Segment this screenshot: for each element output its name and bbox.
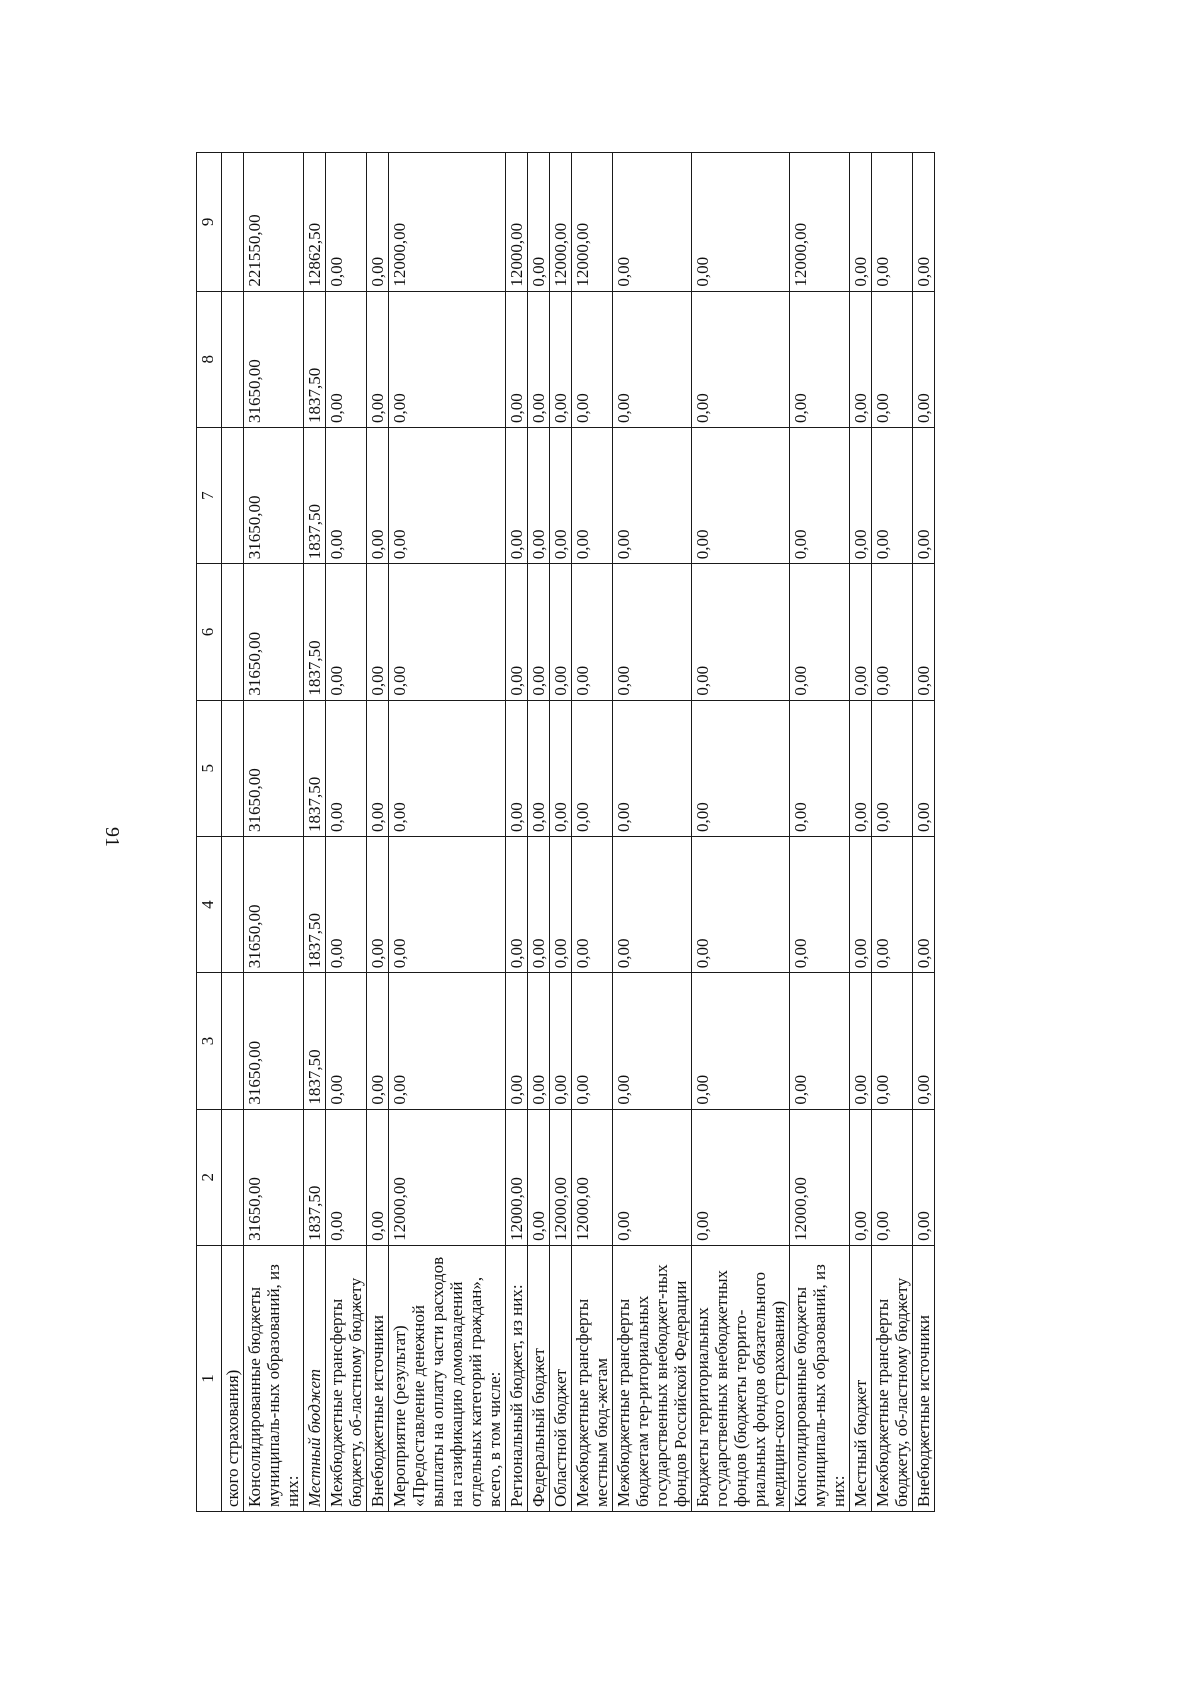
- table-row: [913, 153, 935, 1512]
- cell-value: 0,00: [326, 1109, 367, 1245]
- cell-value: 0,00: [913, 1109, 935, 1245]
- cell-value: 0,00: [572, 564, 613, 700]
- cell-value: 0,00: [572, 973, 613, 1109]
- cell-value: 0,00: [872, 427, 913, 563]
- cell-value: 0,00: [367, 427, 389, 563]
- cell-value: 1837,50: [304, 291, 326, 427]
- cell-value: 0,00: [550, 427, 572, 563]
- cell-value: 0,00: [506, 700, 528, 836]
- table-row: [506, 153, 528, 1512]
- cell-value: 0,00: [528, 1109, 550, 1245]
- cell-value: 0,00: [790, 700, 850, 836]
- table-row: [692, 153, 790, 1512]
- row-label: Мероприятие (результат) «Предоставление денежной выплаты на оплату части расходов на газификацию домовладений отдельных категорий граждан», всего, в том числе:: [389, 1245, 506, 1511]
- column-header: 8: [197, 291, 222, 427]
- cell-value: 0,00: [913, 700, 935, 836]
- page-number: 91: [101, 827, 123, 847]
- cell-value: 0,00: [550, 836, 572, 972]
- cell-value: 0,00: [692, 291, 790, 427]
- cell-value: 0,00: [850, 153, 872, 292]
- cell-value: 0,00: [506, 427, 528, 563]
- row-label: Федеральный бюджет: [528, 1245, 550, 1511]
- cell-value: [222, 973, 244, 1109]
- header-row: [197, 153, 222, 1512]
- table-row: [572, 153, 613, 1512]
- cell-value: 31650,00: [244, 973, 304, 1109]
- cell-value: 0,00: [613, 291, 692, 427]
- cell-value: 0,00: [326, 700, 367, 836]
- cell-value: 0,00: [506, 564, 528, 700]
- cell-value: 0,00: [528, 153, 550, 292]
- cell-value: 0,00: [528, 564, 550, 700]
- cell-value: [222, 700, 244, 836]
- column-header: 3: [197, 973, 222, 1109]
- table-row: [872, 153, 913, 1512]
- table-row: [222, 153, 244, 1512]
- cell-value: 0,00: [790, 836, 850, 972]
- cell-value: 0,00: [790, 564, 850, 700]
- cell-value: 0,00: [613, 700, 692, 836]
- rotated-table-container: [196, 152, 931, 1512]
- cell-value: 0,00: [326, 291, 367, 427]
- cell-value: 12862,50: [304, 153, 326, 292]
- cell-value: 0,00: [872, 291, 913, 427]
- cell-value: 0,00: [613, 973, 692, 1109]
- cell-value: 1837,50: [304, 564, 326, 700]
- column-header: 6: [197, 564, 222, 700]
- cell-value: 0,00: [326, 153, 367, 292]
- cell-value: 0,00: [367, 836, 389, 972]
- table-row: [244, 153, 304, 1512]
- cell-value: 0,00: [613, 836, 692, 972]
- cell-value: 0,00: [572, 427, 613, 563]
- cell-value: 12000,00: [550, 1109, 572, 1245]
- cell-value: 0,00: [389, 427, 506, 563]
- cell-value: 0,00: [850, 1109, 872, 1245]
- cell-value: 31650,00: [244, 427, 304, 563]
- cell-value: 0,00: [913, 564, 935, 700]
- cell-value: 0,00: [913, 291, 935, 427]
- cell-value: 0,00: [872, 1109, 913, 1245]
- table-row: [790, 153, 850, 1512]
- cell-value: 0,00: [790, 427, 850, 563]
- cell-value: 0,00: [913, 973, 935, 1109]
- cell-value: 0,00: [850, 564, 872, 700]
- cell-value: 221550,00: [244, 153, 304, 292]
- cell-value: 0,00: [790, 973, 850, 1109]
- column-header: 9: [197, 153, 222, 292]
- cell-value: 0,00: [850, 700, 872, 836]
- cell-value: 31650,00: [244, 564, 304, 700]
- cell-value: 0,00: [572, 291, 613, 427]
- row-label: Местный бюджет: [850, 1245, 872, 1511]
- cell-value: 0,00: [872, 564, 913, 700]
- cell-value: 0,00: [367, 564, 389, 700]
- cell-value: 0,00: [506, 836, 528, 972]
- table-row: [550, 153, 572, 1512]
- cell-value: [222, 836, 244, 972]
- column-header: 2: [197, 1109, 222, 1245]
- cell-value: 0,00: [550, 564, 572, 700]
- column-header: 1: [197, 1245, 222, 1511]
- cell-value: 0,00: [850, 836, 872, 972]
- row-label: Областной бюджет: [550, 1245, 572, 1511]
- cell-value: [222, 153, 244, 292]
- cell-value: 12000,00: [389, 153, 506, 292]
- cell-value: 0,00: [506, 291, 528, 427]
- budget-table: [196, 152, 935, 1512]
- table-row: [613, 153, 692, 1512]
- cell-value: 0,00: [613, 1109, 692, 1245]
- cell-value: 0,00: [367, 973, 389, 1109]
- table-body: [222, 153, 935, 1512]
- cell-value: 0,00: [528, 700, 550, 836]
- row-label: Местный бюджет: [304, 1245, 326, 1511]
- cell-value: 12000,00: [572, 153, 613, 292]
- cell-value: 31650,00: [244, 1109, 304, 1245]
- cell-value: 0,00: [850, 427, 872, 563]
- cell-value: [222, 564, 244, 700]
- cell-value: 0,00: [550, 973, 572, 1109]
- cell-value: 0,00: [389, 973, 506, 1109]
- table-row: [304, 153, 326, 1512]
- cell-value: 0,00: [790, 291, 850, 427]
- cell-value: 0,00: [326, 973, 367, 1109]
- row-label: Межбюджетные трансферты бюджету, об-ластному бюджету: [872, 1245, 913, 1511]
- row-label: Консолидированные бюджеты муниципаль-ных образований, из них:: [244, 1245, 304, 1511]
- cell-value: 0,00: [367, 700, 389, 836]
- cell-value: 0,00: [913, 153, 935, 292]
- cell-value: 0,00: [550, 700, 572, 836]
- cell-value: 31650,00: [244, 291, 304, 427]
- cell-value: 0,00: [692, 564, 790, 700]
- cell-value: 0,00: [913, 836, 935, 972]
- cell-value: 12000,00: [790, 153, 850, 292]
- cell-value: 12000,00: [389, 1109, 506, 1245]
- column-header: 4: [197, 836, 222, 972]
- cell-value: 0,00: [528, 836, 550, 972]
- cell-value: 0,00: [613, 427, 692, 563]
- row-label: Межбюджетные трансферты бюджету, об-ластному бюджету: [326, 1245, 367, 1511]
- cell-value: 0,00: [528, 973, 550, 1109]
- cell-value: 0,00: [389, 291, 506, 427]
- cell-value: 0,00: [506, 973, 528, 1109]
- column-header: 5: [197, 700, 222, 836]
- cell-value: 0,00: [850, 291, 872, 427]
- cell-value: 0,00: [872, 700, 913, 836]
- cell-value: [222, 291, 244, 427]
- cell-value: [222, 1109, 244, 1245]
- cell-value: 0,00: [692, 836, 790, 972]
- cell-value: 31650,00: [244, 836, 304, 972]
- row-label: Внебюджетные источники: [367, 1245, 389, 1511]
- table-row: [367, 153, 389, 1512]
- cell-value: 1837,50: [304, 836, 326, 972]
- cell-value: 0,00: [389, 836, 506, 972]
- cell-value: 0,00: [692, 700, 790, 836]
- cell-value: 0,00: [528, 291, 550, 427]
- cell-value: 12000,00: [572, 1109, 613, 1245]
- cell-value: 0,00: [872, 836, 913, 972]
- cell-value: 0,00: [326, 427, 367, 563]
- cell-value: 0,00: [367, 291, 389, 427]
- cell-value: 0,00: [872, 973, 913, 1109]
- cell-value: 0,00: [913, 427, 935, 563]
- cell-value: 0,00: [692, 973, 790, 1109]
- cell-value: 0,00: [367, 153, 389, 292]
- cell-value: 0,00: [367, 1109, 389, 1245]
- cell-value: 0,00: [872, 153, 913, 292]
- cell-value: 0,00: [326, 564, 367, 700]
- row-label: ского страхования): [222, 1245, 244, 1511]
- cell-value: 0,00: [389, 700, 506, 836]
- cell-value: 0,00: [326, 836, 367, 972]
- cell-value: 0,00: [550, 291, 572, 427]
- table-row: [389, 153, 506, 1512]
- cell-value: [222, 427, 244, 563]
- cell-value: 0,00: [572, 836, 613, 972]
- row-label: Бюджеты территориальных государственных внебюджетных фондов (бюджеты террито-риальных фондов обязательного медицин-ского страхования): [692, 1245, 790, 1511]
- cell-value: 0,00: [692, 1109, 790, 1245]
- column-header: 7: [197, 427, 222, 563]
- cell-value: 12000,00: [506, 153, 528, 292]
- cell-value: 0,00: [572, 700, 613, 836]
- cell-value: 12000,00: [550, 153, 572, 292]
- row-label: Региональный бюджет, из них:: [506, 1245, 528, 1511]
- cell-value: 0,00: [389, 564, 506, 700]
- cell-value: 0,00: [528, 427, 550, 563]
- row-label: Внебюджетные источники: [913, 1245, 935, 1511]
- cell-value: 12000,00: [790, 1109, 850, 1245]
- cell-value: 1837,50: [304, 973, 326, 1109]
- cell-value: 0,00: [850, 973, 872, 1109]
- cell-value: 0,00: [692, 427, 790, 563]
- cell-value: 1837,50: [304, 427, 326, 563]
- row-label: Консолидированные бюджеты муниципаль-ных образований, из них:: [790, 1245, 850, 1511]
- cell-value: 0,00: [613, 564, 692, 700]
- table-row: [528, 153, 550, 1512]
- cell-value: 12000,00: [506, 1109, 528, 1245]
- cell-value: 0,00: [613, 153, 692, 292]
- cell-value: 1837,50: [304, 700, 326, 836]
- row-label: Межбюджетные трансферты бюджетам тер-риториальных государственных внебюджет-ных фондов Российской Федерации: [613, 1245, 692, 1511]
- table-row: [850, 153, 872, 1512]
- cell-value: 0,00: [692, 153, 790, 292]
- cell-value: 1837,50: [304, 1109, 326, 1245]
- table-row: [326, 153, 367, 1512]
- row-label: Межбюджетные трансферты местным бюд-жетам: [572, 1245, 613, 1511]
- cell-value: 31650,00: [244, 700, 304, 836]
